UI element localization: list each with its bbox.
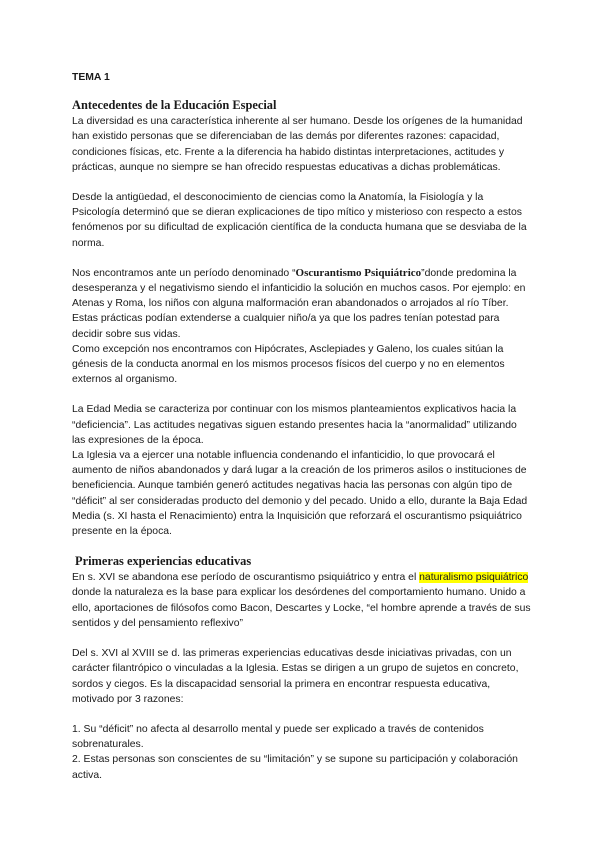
paragraph: La Iglesia va a ejercer una notable influencia condenando el infanticidio, lo que provocará el aumento de niños abandonados y dará lugar a la creación de los primeros asilos o instituciones de beneficiencia. Aunque también generó actitudes negativas hacia las personas con algún tipo de “déficit” al ser consideradas producto del demonio y del pecado. Unido a ello, durante la Baja Edad Media (s. XI hasta el Renacimiento) entra la Inquisición que reforzará el oscurantismo psiquiátrico presente en la época. [72, 450, 528, 538]
chapter-label: TEMA 1 [72, 72, 110, 83]
paragraph: La Edad Media se caracteriza por continuar con los mismos planteamientos explicativos hacia la “deficiencia”. Las actitudes negativas siguen estando presentes hacia la “anormalidad” utilizando las expresiones de la época. [72, 404, 517, 446]
text-run: Nos encontramos ante un período denominado “ [72, 267, 296, 279]
text-run: ”donde predomina la desesperanza y el negativismo siendo el infanticidio la solución en muchos casos. Por ejemplo: en Atenas y Roma, los niños con alguna malformación eran abandonados o arrojados al río Tíber. Estas prácticas podían extenderse a cualquier niño/a ya que los padres tenían potestad para decidir sobre sus vidas. [72, 267, 526, 340]
list-item: 1. Su “déficit” no afecta al desarrollo mental y puede ser explicado a través de contenidos sobrenaturales. [72, 723, 484, 751]
highlighted-term: naturalismo psiquiátrico [419, 572, 529, 584]
text-run: donde la naturaleza es la base para explicar los desórdenes del comportamiento humano. Unido a ello, aportaciones de filósofos como Bacon, Descartes y Locke, “el hombre aprende a través de sus sentidos y del pensamiento reflexivo” [72, 587, 531, 629]
paragraph: La diversidad es una característica inherente al ser humano. Desde los orígenes de la humanidad han existido personas que se diferenciaban de las demás por diferentes razones: capacidad, condiciones físicas, etc. Frente a la diferencia ha habido distintas interpretaciones, actitudes y prácticas, aunque no siempre se han ofrecido respuestas educativas a dichas problemáticas. [72, 116, 523, 173]
paragraph [72, 266, 532, 342]
paragraph: Como excepción nos encontramos con Hipócrates, Asclepiades y Galeno, los cuales sitúan la génesis de la conducta anormal en los mismos procesos físicos del cuerpo y no en elementos externos al organismo. [72, 343, 505, 386]
section-heading-antecedentes: Antecedentes de la Educación Especial [72, 98, 277, 113]
paragraph: Desde la antigüedad, el desconocimiento de ciencias como la Anatomía, la Fisiología y la Psicología determinó que se dieran explicaciones de tipo mítico y misterioso con respecto a estos fenómenos por su dificultad de explicación científica de la conducta humana que se desviaba de la norma. [72, 192, 527, 249]
document-page [72, 70, 532, 783]
text-run: En s. XVI se abandona ese período de oscurantismo psiquiátrico y entra el [72, 572, 420, 584]
section-heading-primeras-experiencias: Primeras experiencias educativas [75, 554, 252, 569]
paragraph: Del s. XVI al XVIII se d. las primeras experiencias educativas desde iniciativas privadas, con un carácter filantrópico o vinculadas a la Iglesia. Estas se dirigen a un grupo de sujetos en concreto, sordos y ciegos. Es la discapacidad sensorial la primera en encontrar respuesta educativa, motivado por 3 razones: [72, 648, 519, 705]
paragraph [72, 570, 532, 631]
bold-term: Oscurantismo Psiquiátrico [295, 266, 422, 279]
list-item: 2. Estas personas son conscientes de su “limitación” y se supone su participación y colaboración activa. [72, 754, 518, 781]
